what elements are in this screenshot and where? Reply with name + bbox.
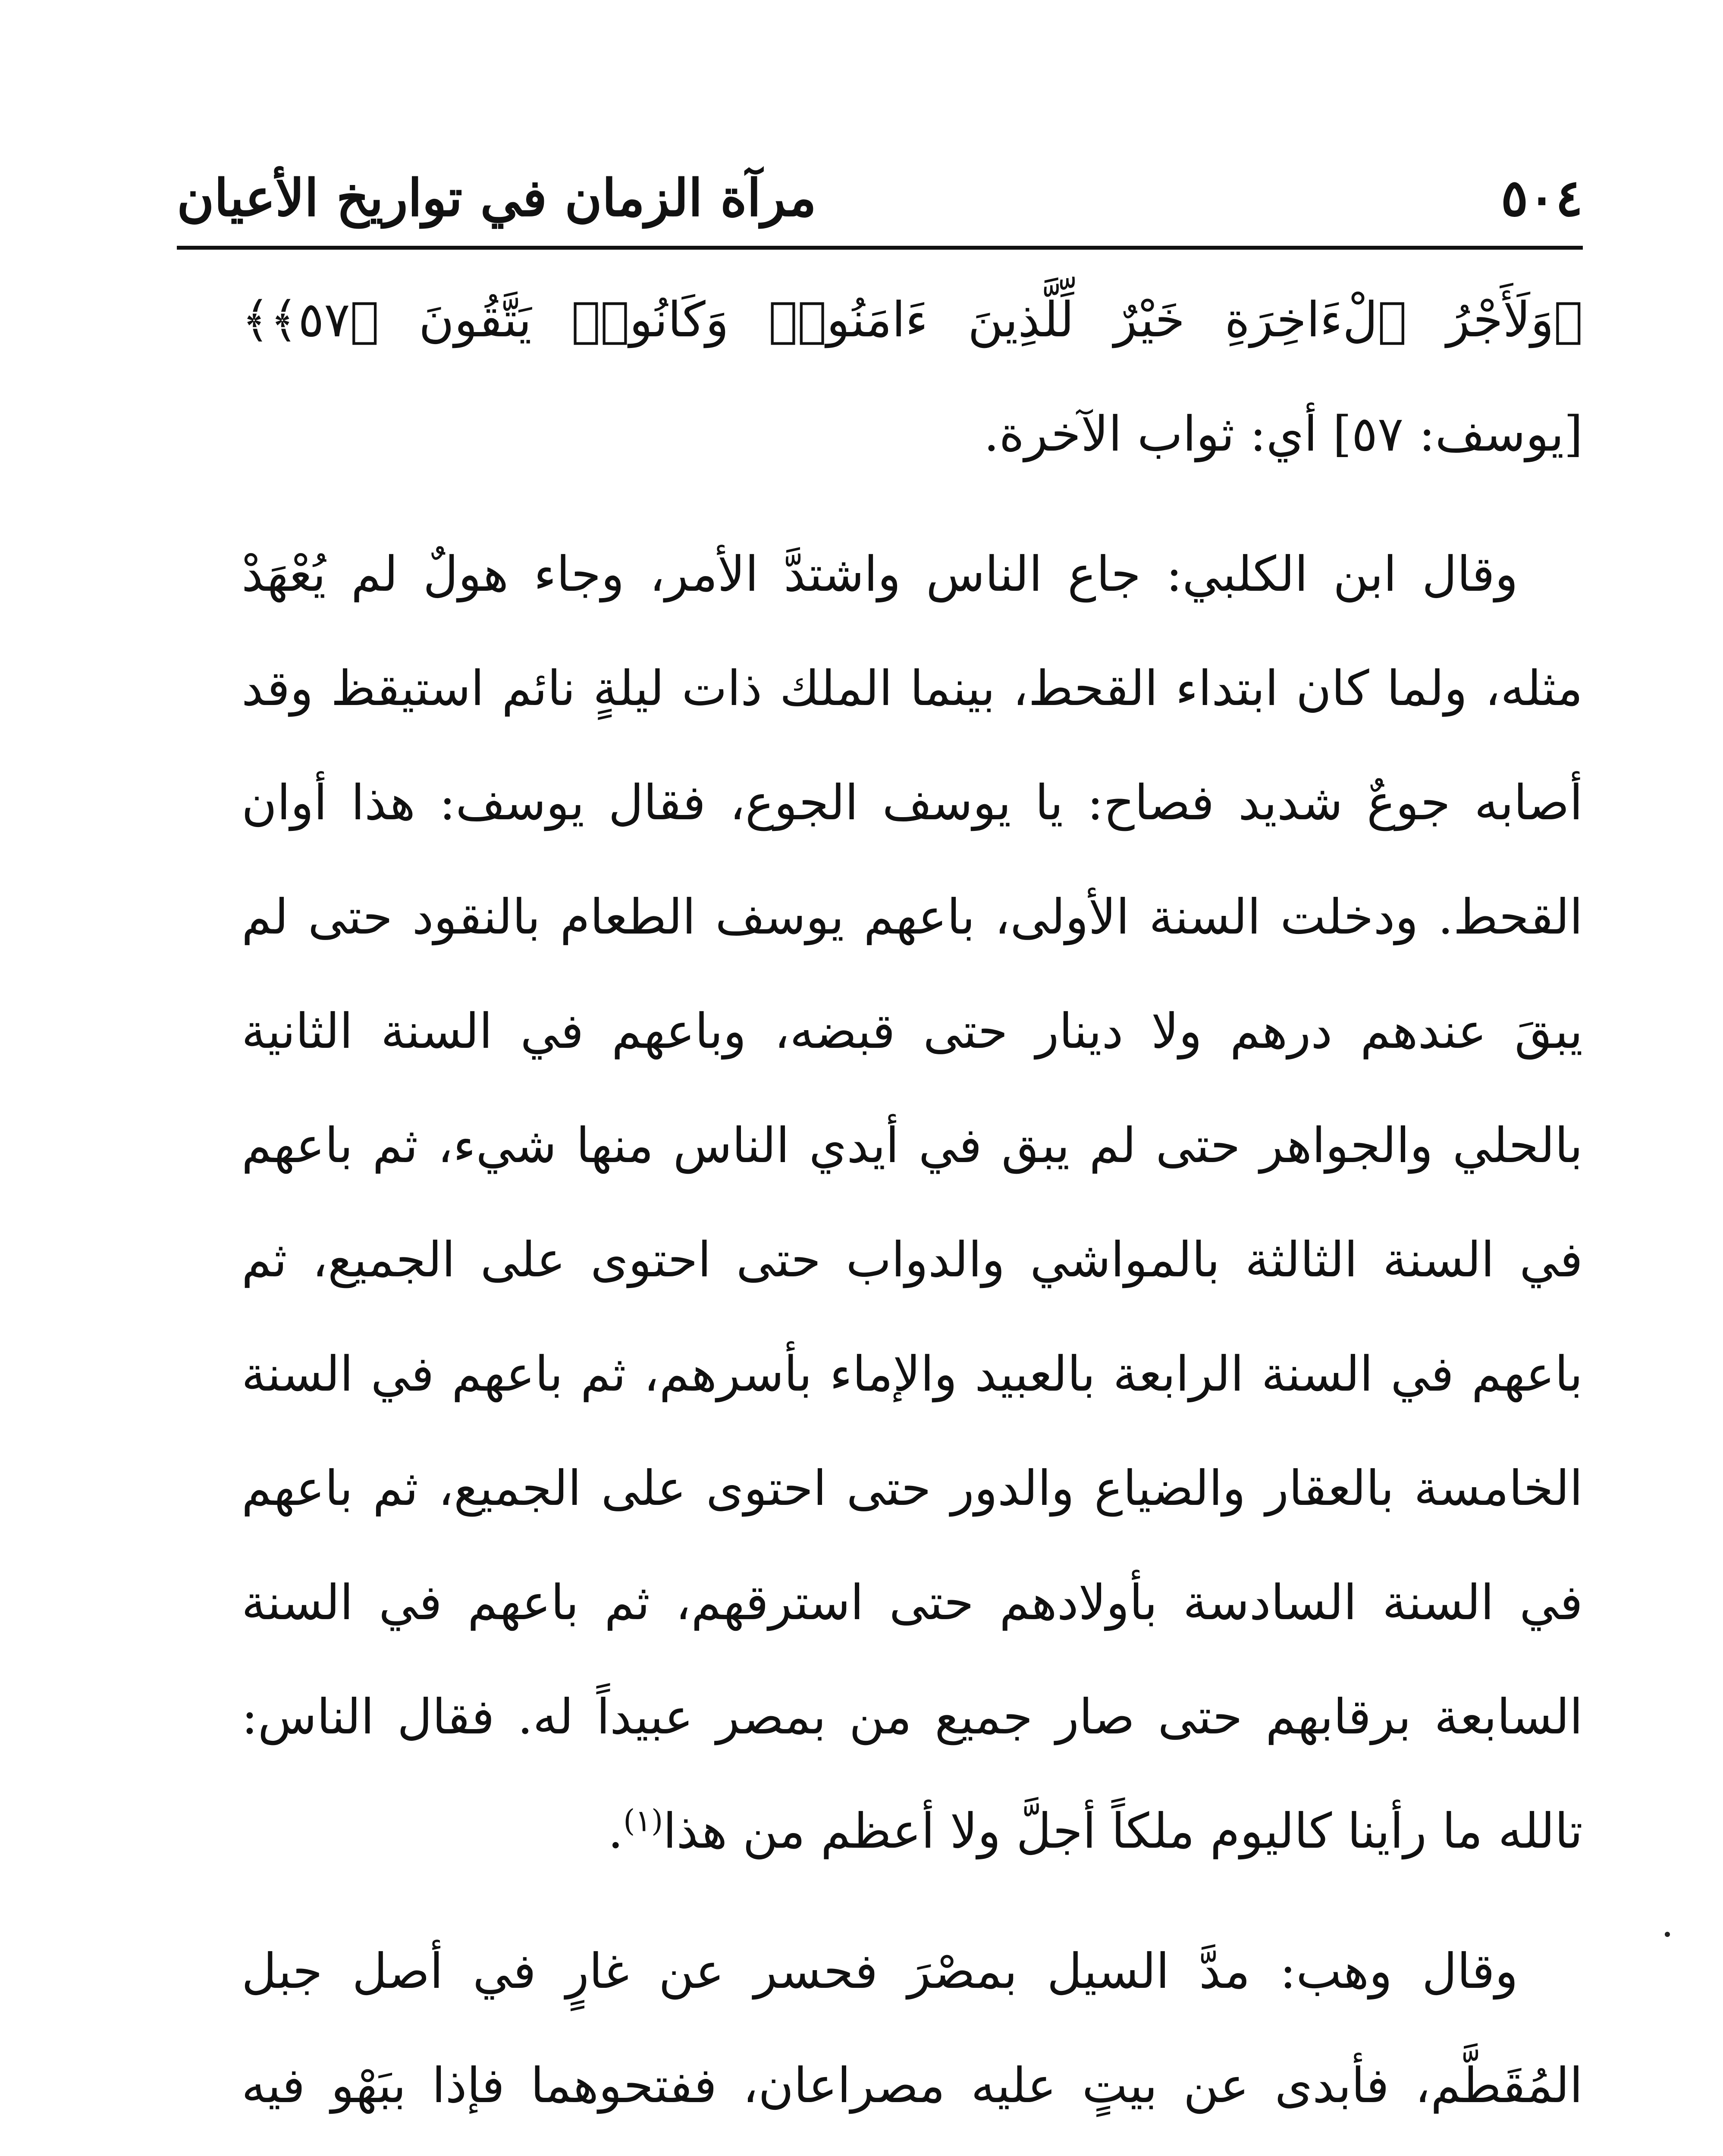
scan-speck (1665, 1932, 1670, 1937)
paragraph-end-mark: . (608, 1803, 624, 1859)
quran-verse-paragraph: ﴿وَلَأَجْرُ ٱلْءَاخِرَةِ خَيْرٌ لِّلَّذِينَ ءَامَنُوا۟ وَكَانُوا۟ يَتَّقُونَ ﴿٥٧﴾﴾ [يوسف: ٥٧] أي: ثواب الآخرة. (242, 292, 1583, 462)
footnote-reference[interactable]: (١) (623, 1803, 663, 1839)
paragraph-wahb: وقال وهب: مدَّ السيل بمصْرَ فحسر عن غارٍ في أصل جبل المُقَطَّم، فأبدى عن بيتٍ عليه مصراعان، ففتحوهما فإذا ببَهْو فيه (242, 1943, 1583, 2114)
book-title: مرآة الزمان في تواريخ الأعيان (177, 168, 816, 228)
running-header (177, 155, 1583, 241)
header-divider (177, 246, 1583, 250)
page-number: ٥٠٤ (1500, 168, 1583, 228)
paragraph-ibn-al-kalbi (242, 517, 1583, 1889)
paragraph-text: وقال ابن الكلبي: جاع الناس واشتدَّ الأمر، وجاء هولٌ لم يُعْهَدْ مثله، ولما كان ابتداء القحط، بينما الملك ذات ليلةٍ نائم استيقظ وقد أصابه جوعٌ شديد فصاح: يا يوسف الجوع، فقال يوسف: هذا أوان القحط. ودخلت السنة الأولى، باعهم يوسف الطعام بالنقود حتى لم يبقَ عندهم درهم ولا دينار حتى قبضه، وباعهم في السنة الثانية بالحلي والجواهر حتى لم يبق في أيدي الناس منها شيء، ثم باعهم في السنة الثالثة بالمواشي والدواب حتى احتوى على الجميع، ثم باعهم في السنة الرابعة بالعبيد والإماء بأسرهم، ثم باعهم في السنة الخامسة بالعقار والضياع والدور حتى احتوى على الجميع، ثم باعهم في السنة السادسة بأولادهم حتى استرقهم، ثم باعهم في السنة السابعة برقابهم حتى صار جميع من بمصر عبيداً له. فقال الناس: تالله ما رأينا كاليوم ملكاً أجلَّ ولا أعظم من هذا (242, 546, 1583, 1859)
main-text (242, 263, 1583, 2156)
